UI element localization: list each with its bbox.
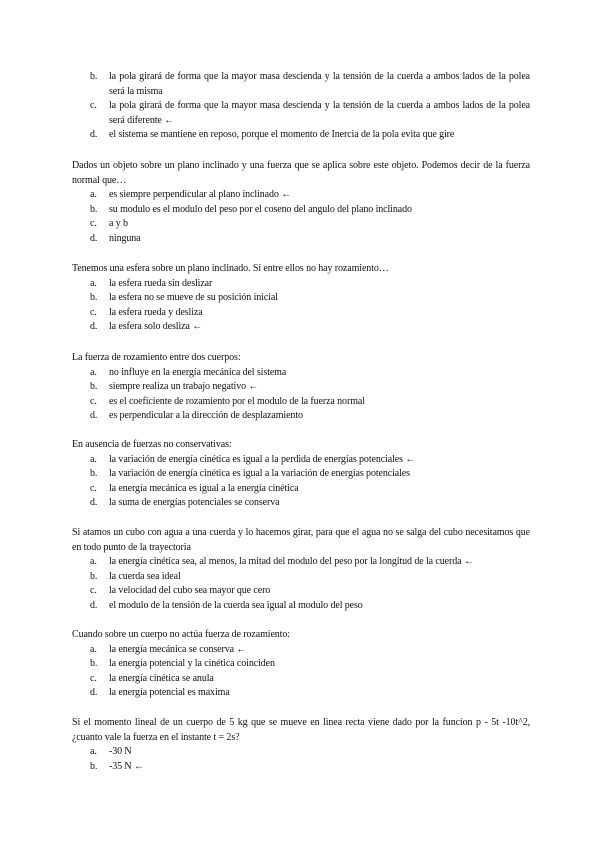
option-marker: c. [90,218,97,230]
question-block [72,628,530,701]
option-text: la esfera solo desliza ← [109,321,203,333]
question-text: En ausencia de fuerzas no conservativas: [72,439,232,450]
question-block [72,526,530,614]
option-text: a y b [109,218,128,230]
option-item [72,277,530,292]
option-marker: a. [90,556,97,568]
option-text: la energía potencial y la cinética coinciden [109,658,275,670]
option-item [72,496,530,511]
option-list [72,70,530,143]
option-text: -35 N ← [109,760,144,772]
option-marker: b. [90,203,98,215]
option-text: la energía cinética sea, al menos, la mitad del modulo del peso por la longitud de la cuerda ← [109,556,474,568]
option-item [72,203,530,218]
option-text: ninguna [109,232,141,244]
option-list [72,277,530,335]
option-marker: b. [90,381,98,393]
option-item [72,745,530,760]
option-item [72,467,530,482]
option-text: el sistema se mantiene en reposo, porque el momento de Inercia de la pola evita que gire [109,129,455,141]
option-item [72,380,530,395]
option-text: -30 N [109,746,132,758]
option-marker: a. [90,366,97,378]
option-item [72,672,530,687]
option-item [72,570,530,585]
option-item [72,395,530,410]
option-marker: c. [90,482,97,494]
option-item [72,306,530,321]
option-text: es el coeficiente de rozamiento por el modulo de la fuerza normal [109,395,365,407]
option-item [72,217,530,232]
option-text: siempre realiza un trabajo negativo ← [109,381,259,393]
option-text: el modulo de la tensión de la cuerda sea igual al modulo del peso [109,599,363,611]
option-text: es siempre perpendicular al plano inclinado ← [109,189,292,201]
question-block [72,70,530,143]
option-item [72,99,530,128]
option-item [72,366,530,381]
option-marker: b. [90,71,98,82]
option-marker: b. [90,658,98,670]
option-marker: d. [90,129,98,141]
option-marker: d. [90,687,98,699]
option-item [72,760,530,775]
option-list [72,555,530,613]
option-marker: d. [90,232,98,244]
option-text: la variación de energía cinética es igual a la variación de energías potenciales [109,468,410,480]
option-text: la energía cinética se anula [109,672,214,684]
option-marker: c. [90,100,97,112]
option-list [72,188,530,246]
option-text: la variación de energía cinética es igual a la perdida de energías potenciales ← [109,453,416,465]
option-item [72,188,530,203]
option-item [72,584,530,599]
question-text: Tenemos una esfera sobre un plano inclinado. Si entre ellos no hay rozamiento… [72,263,389,274]
option-item [72,686,530,701]
option-item [72,232,530,247]
question-text: Dados un objeto sobre un plano inclinado y una fuerza que se aplica sobre este objeto. Podemos decir de la fuerza normal que… [72,160,530,186]
question-block [72,438,530,511]
option-item [72,453,530,468]
question-text: La fuerza de rozamiento entre dos cuerpos: [72,352,241,363]
option-marker: a. [90,189,97,201]
option-item [72,128,530,143]
option-list [72,366,530,424]
option-item [72,482,530,497]
option-marker: a. [90,453,97,465]
option-text: la esfera rueda sin deslizar [109,277,213,289]
question-text: Si el momento lineal de un cuerpo de 5 kg que se mueve en linea recta viene dado por la funcion p - 5t -10t^2, ¿cuanto vale la fuerza en el instante t = 2s? [72,717,530,743]
option-marker: c. [90,672,97,684]
option-marker: b. [90,468,98,480]
option-text: la esfera rueda y desliza [109,306,203,318]
option-text: la pola girará de forma que la mayor masa descienda y la tensión de la cuerda a ambos lados de la polea será la misma [109,71,530,97]
option-text: la energía potencial es maxima [109,687,230,699]
question-block [72,262,530,335]
option-item [72,555,530,570]
option-text: la esfera no se mueve de su posición inicial [109,292,278,304]
option-marker: d. [90,599,98,611]
option-marker: c. [90,395,97,407]
option-item [72,657,530,672]
option-text: la cuerda sea ideal [109,570,181,582]
option-text: su modulo es el modulo del peso por el coseno del angulo del plano inclinado [109,203,412,215]
question-block [72,159,530,247]
option-marker: a. [90,277,97,289]
option-text: es perpendicular a la dirección de desplazamiento [109,410,303,422]
option-list [72,643,530,701]
option-list [72,453,530,511]
option-text: la suma de energías potenciales se conserva [109,497,280,509]
option-marker: b. [90,570,98,582]
option-text: la velocidad del cubo sea mayor que cero [109,585,271,597]
option-marker: a. [90,746,97,758]
option-item [72,643,530,658]
option-text: la pola girará de forma que la mayor masa descienda y la tensión de la cuerda a ambos lados de la polea será diferente ← [109,100,530,126]
question-text: Cuando sobre un cuerpo no actúa fuerza de rozamiento: [72,629,290,640]
option-item [72,70,530,99]
option-text: la energía mecánica se conserva ← [109,643,247,655]
option-text: la energía mecánica es igual a la energía cinética [109,482,299,494]
option-item [72,599,530,614]
option-marker: b. [90,760,98,772]
option-marker: c. [90,585,97,597]
option-marker: d. [90,497,98,509]
option-item [72,320,530,335]
option-marker: c. [90,306,97,318]
question-block [72,716,530,774]
option-marker: a. [90,643,97,655]
question-text: Si atamos un cubo con agua a una cuerda y lo hacemos girar, para que el agua no se salga del cubo necesitamos que en todo punto de la trayectoria [72,527,530,553]
option-list [72,745,530,774]
question-block [72,351,530,424]
option-text: no influye en la energía mecánica del sistema [109,366,287,378]
option-marker: d. [90,410,98,422]
option-item [72,409,530,424]
option-marker: d. [90,321,98,333]
option-marker: b. [90,292,98,304]
option-item [72,291,530,306]
